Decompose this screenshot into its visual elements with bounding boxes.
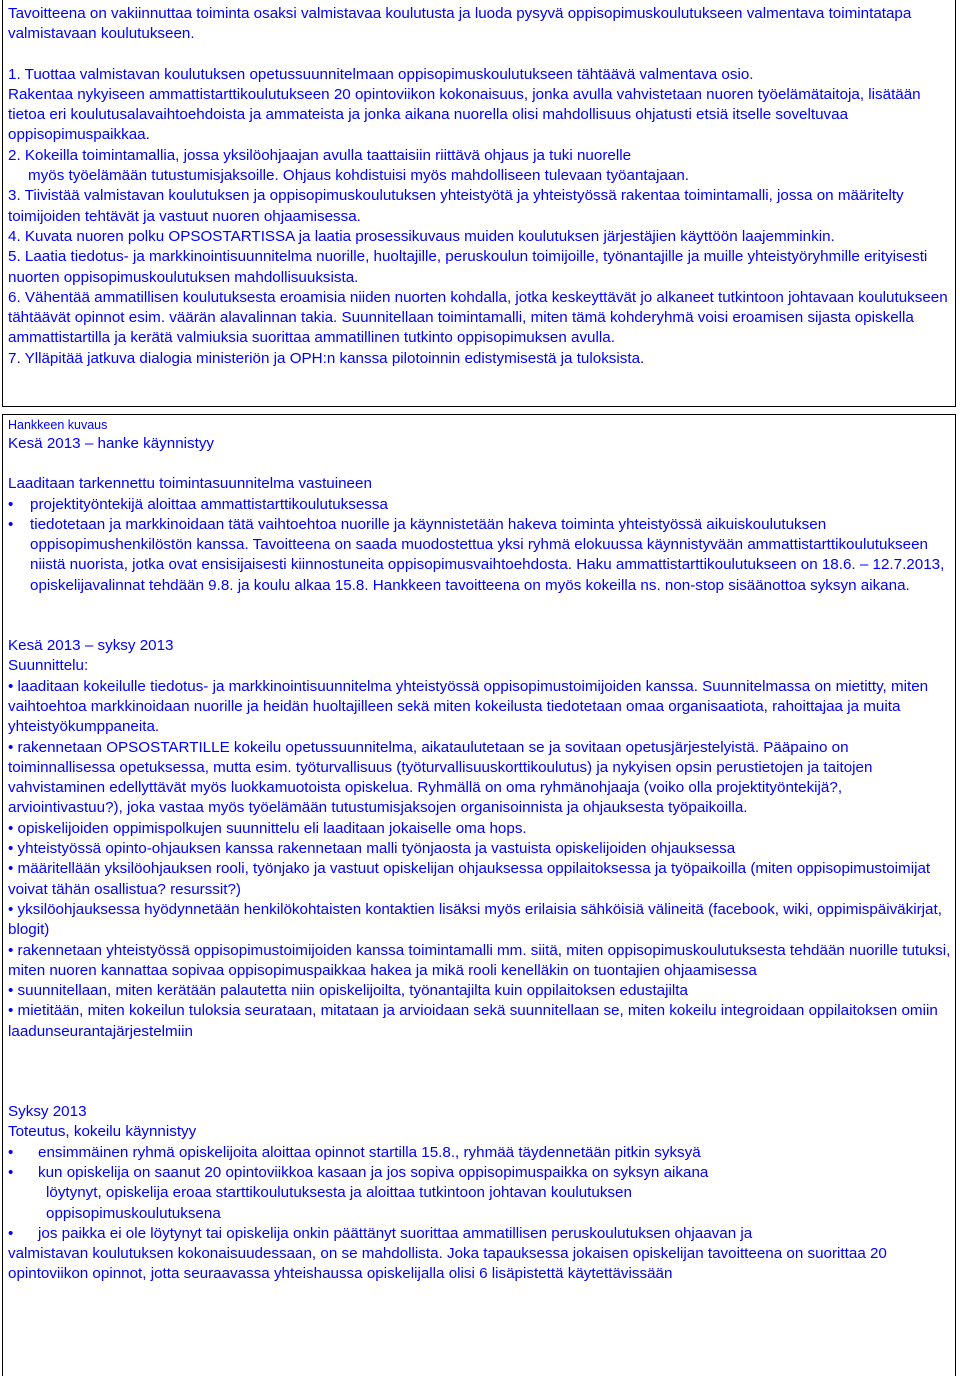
goals-intro: Tavoitteena on vakiinnuttaa toiminta osaksi valmistavaa koulutusta ja luoda pysyvä oppisopimuskoulutukseen valmentava toimintatapa valmistavaan koulutukseen. (8, 5, 912, 43)
s1-bullet-2: • tiedotetaan ja markkinoidaan tätä vaihtoehtoa nuorille ja käynnistetään hakeva toiminta yhteistyössä aikuiskoulutuksen oppisopimushenkilöstön kanssa. Tavoitteena on saada muodostettua yksi ryhmä elokuussa käynnistyvään ammattistarttikoulutukseen niistä nuorista, jotka ovat ensisijaisesti kiinnostuneita oppisopimusvaihtoehdosta. Haku ammattistarttikoulutukseen on 18.6. – 12.7.2013, opiskelijavalinnat tehdään 9.8. ja koulu alkaa 15.8. Hankkeen tavoitteena on myös kokeilla ns. non-stop sisäänottoa syksyn aikana. (8, 515, 945, 594)
goal-7: 7. Ylläpitää jatkuva dialogia ministeriön ja OPH:n kanssa pilotoinnin edistymisestä ja tuloksista. (8, 349, 645, 367)
s2-subtitle: Suunnittelu: (8, 657, 89, 675)
description-box (2, 414, 956, 1376)
description-content (8, 417, 952, 1285)
goals-content (8, 4, 952, 369)
goal-3: 3. Tiivistää valmistavan koulutuksen ja oppisopimuskoulutuksen yhteistyötä ja yhteistyössä rakentaa toimintamalli, jossa on määritelty toimijoiden tehtävät ja vastuut nuoren ohjaamisessa. (8, 187, 904, 225)
bullet-icon: • (8, 1143, 14, 1161)
s1-title: Kesä 2013 – hanke käynnistyy (8, 435, 215, 452)
s2-item-2: • rakennetaan OPSOSTARTILLE kokeilu opetussuunnitelma, aikataulutetaan se ja sovitaan opetusjärjestelyistä. Pääpaino on toiminnallisessa opetuksessa, mutta esim. työturvallisuus (työturvallisuuskorttikoulutus) ja nykyisen opsin perustietojen ja taitojen vahvistaminen edellyttävät myös luokkamuotoista opiskelua. Ryhmällä on oma ryhmänohjaaja (voiko olla projektityöntekijä?, arviointivastuu?), joka vastaa myös työelämään tutustumisjaksojen organisoinnista ja ohjauksesta työpaikoilla. (8, 738, 873, 817)
s3-bullet-2-cont2: oppisopimuskoulutuksena (46, 1204, 221, 1222)
s2-item-9: • mietitään, miten kokeilun tuloksia seurataan, mitataan ja arvioidaan sekä suunnitellaan se, miten kokeilu integroidaan oppilaitoksen omiin laadunseurantajärjestelmiin (8, 1002, 938, 1040)
goal-2: 2. Kokeilla toimintamallia, jossa yksilöohjaajan avulla taattaisiin riittävä ohjaus ja tuki nuorelle (8, 146, 632, 164)
s2-item-7: • rakennetaan yhteistyössä oppisopimustoimijoiden kanssa toimintamalli mm. siitä, miten oppisopimuskoulutuksesta tehdään nuorille tutuksi, miten nuoren kannattaa sopivaa oppisopimuspaikkaa hakea ja mikä rooli kenelläkin on tuontajien ohjaamisessa (8, 941, 951, 979)
s3-bullet-3: • jos paikka ei ole löytynyt tai opiskelija onkin päättänyt suorittaa ammatillisen peruskoulutuksen ohjaavan ja (8, 1224, 952, 1244)
s3-subtitle: Toteutus, kokeilu käynnistyy (8, 1123, 197, 1141)
bullet-icon: • (8, 1163, 14, 1181)
goal-1: 1. Tuottaa valmistavan koulutuksen opetussuunnitelmaan oppisopimuskoulutukseen tähtäävä valmentava osio. (8, 65, 754, 83)
section-label: Hankkeen kuvaus (8, 418, 108, 432)
goal-2-cont: myös työelämään tutustumisjaksoille. Ohjaus kohdistuisi myös mahdolliseen tulevaan työantajaan. (28, 167, 689, 185)
goal-1-text: Rakentaa nykyiseen ammattistarttikoulutukseen 20 opintoviikon kokonaisuus, jonka avulla vahvistetaan nuoren työelämätaitoja, lisätään tietoa eri koulutusalavaihtoehdoista ja ammateista ja jonka aikana nuorella olisi mahdollisuus ohjatusti etsiä itselle soveltuvaa oppisopimuspaikkaa. (8, 85, 921, 144)
goal-5: 5. Laatia tiedotus- ja markkinointisuunnitelma nuorille, huoltajille, peruskoulun toimijoille, työnantajille ja muille yhteistyöryhmille erityisesti nuorten oppisopimuskoulutuksen mahdollisuuksista. (8, 248, 928, 286)
s2-item-3: • opiskelijoiden oppimispolkujen suunnittelu eli laaditaan jokaiselle oma hops. (8, 819, 527, 837)
s3-bullet-2-cont: löytynyt, opiskelija eroaa starttikoulutuksesta ja aloittaa tutkintoon johtavan koulutuksen (46, 1184, 632, 1202)
s3-bullet-1: • ensimmäinen ryhmä opiskelijoita aloittaa opinnot startilla 15.8., ryhmää täydennetään pitkin syksyä (8, 1143, 952, 1163)
goal-4: 4. Kuvata nuoren polku OPSOSTARTISSA ja laatia prosessikuvaus muiden koulutuksen järjestäjien käyttöön laajemminkin. (8, 227, 835, 245)
s2-item-1: • laaditaan kokeilulle tiedotus- ja markkinointisuunnitelma yhteistyössä oppisopimustoimijoiden kanssa. Suunnitelmassa on mietitty, miten vaihtoehtoa markkinoidaan nuorille ja heidän huoltajilleen sekä miten kokeilusta tiedotetaan omaa organisaatiota, rahoittajaa ja muita yhteistyökumppaneita. (8, 677, 929, 736)
bullet-icon: • (8, 515, 14, 533)
s3-title: Syksy 2013 (8, 1103, 87, 1121)
s1-intro: Laaditaan tarkennettu toimintasuunnitelma vastuineen (8, 475, 372, 493)
s2-item-4: • yhteistyössä opinto-ohjauksen kanssa rakennetaan malli työnjaosta ja vastuista opiskelijoiden ohjauksessa (8, 840, 736, 858)
s1-bullet-1: • projektityöntekijä aloittaa ammattistarttikoulutuksessa (8, 495, 952, 515)
s2-item-5: • määritellään yksilöohjauksen rooli, työnjako ja vastuut opiskelijan ohjauksessa oppilaitoksessa ja työpaikoilla (miten oppisopimustoimijat voivat tähän osallistua? resurssit?) (8, 860, 931, 898)
s3-bullet-3-cont: valmistavan koulutuksen kokonaisuudessaan, on se mahdollista. Joka tapauksessa jokaisen opiskelijan tavoitteena on suorittaa 20 opintoviikon opinnot, jotta seuraavassa yhteishaussa opiskelijalla olisi 6 lisäpistettä käytettävissään (8, 1245, 887, 1283)
s2-title: Kesä 2013 – syksy 2013 (8, 637, 174, 655)
bullet-icon: • (8, 495, 14, 513)
goal-6: 6. Vähentää ammatillisen koulutuksesta eroamisia niiden nuorten kohdalla, jotka keskeyttävät jo alkaneet tutkintoon johtavaan koulutukseen tähtäävät opinnot esim. väärän alavalinnan takia. Suunnitellaan toimintamalli, miten tämä kohderyhmä voisi eroamisen sijasta opiskella ammattistartilla ja kerätä valmiuksia suorittaa ammatillinen tutkinto oppisopimuksen avulla. (8, 288, 948, 347)
bullet-icon: • (8, 1224, 14, 1242)
s2-item-6: • yksilöohjauksessa hyödynnetään henkilökohtaisten kontaktien lisäksi myös erilaisia sähköisiä välineitä (facebook, wiki, oppimispäiväkirjat, blogit) (8, 900, 942, 939)
s3-bullet-2: • kun opiskelija on saanut 20 opintoviikkoa kasaan ja jos sopiva oppisopimuspaikka on syksyn aikana (8, 1163, 952, 1183)
goals-box (2, 0, 956, 407)
s2-item-8: • suunnitellaan, miten kerätään palautetta niin opiskelijoilta, työnantajilta kuin oppilaitoksen edustajilta (8, 982, 688, 1000)
